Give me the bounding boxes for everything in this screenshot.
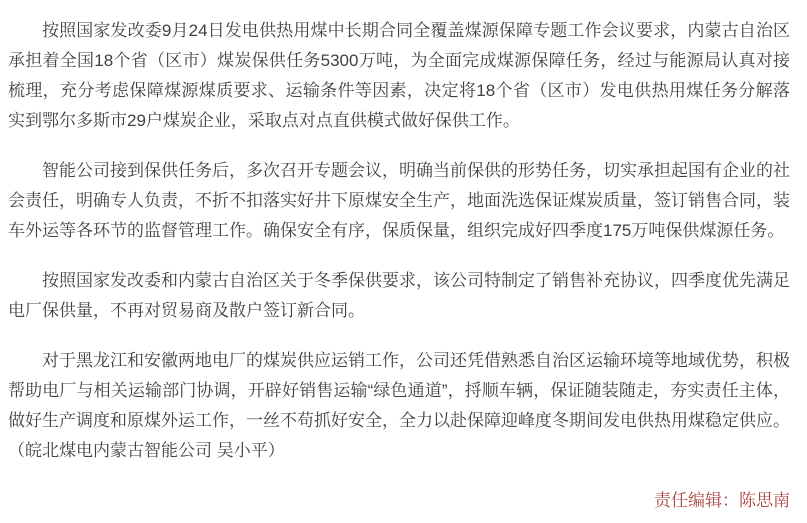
editor-credit: 责任编辑：陈思南	[654, 491, 790, 510]
article-paragraph-4: 对于黑龙江和安徽两地电厂的煤炭供应运销工作，公司还凭借熟悉自治区运输环境等地域优势，积极帮助电厂与相关运输部门协调，开辟好销售运输“绿色通道”，捋顺车辆，保证随装随走，夯实责任主体，做好生产调度和原煤外运工作，一丝不苟抓好安全，全力以赴保障迎峰度冬期间发电供热用煤稳定供应。（皖北煤电内蒙古智能公司 吴小平）	[8, 351, 790, 460]
article-paragraph-2: 智能公司接到保供任务后，多次召开专题会议，明确当前保供的形势任务，切实承担起国有企业的社会责任，明确专人负责，不折不扣落实好井下原煤安全生产，地面洗选保证煤炭质量，签订销售合同，装车外运等各环节的监督管理工作。确保安全有序，保质保量，组织完成好四季度175万吨保供煤源任务。	[8, 161, 790, 240]
article-paragraph-3: 按照国家发改委和内蒙古自治区关于冬季保供要求，该公司特制定了销售补充协议，四季度优先满足电厂保供量，不再对贸易商及散户签订新合同。	[8, 271, 790, 320]
article-paragraph-1: 按照国家发改委9月24日发电供热用煤中长期合同全覆盖煤源保障专题工作会议要求，内蒙古自治区承担着全国18个省（区市）煤炭保供任务5300万吨，为全面完成煤源保障任务，经过与能源局认真对接梳理，充分考虑保障煤源煤质要求、运输条件等因素，决定将18个省（区市）发电供热用煤任务分解落实到鄂尔多斯市29户煤炭企业，采取点对点直供模式做好保供工作。	[8, 21, 790, 130]
